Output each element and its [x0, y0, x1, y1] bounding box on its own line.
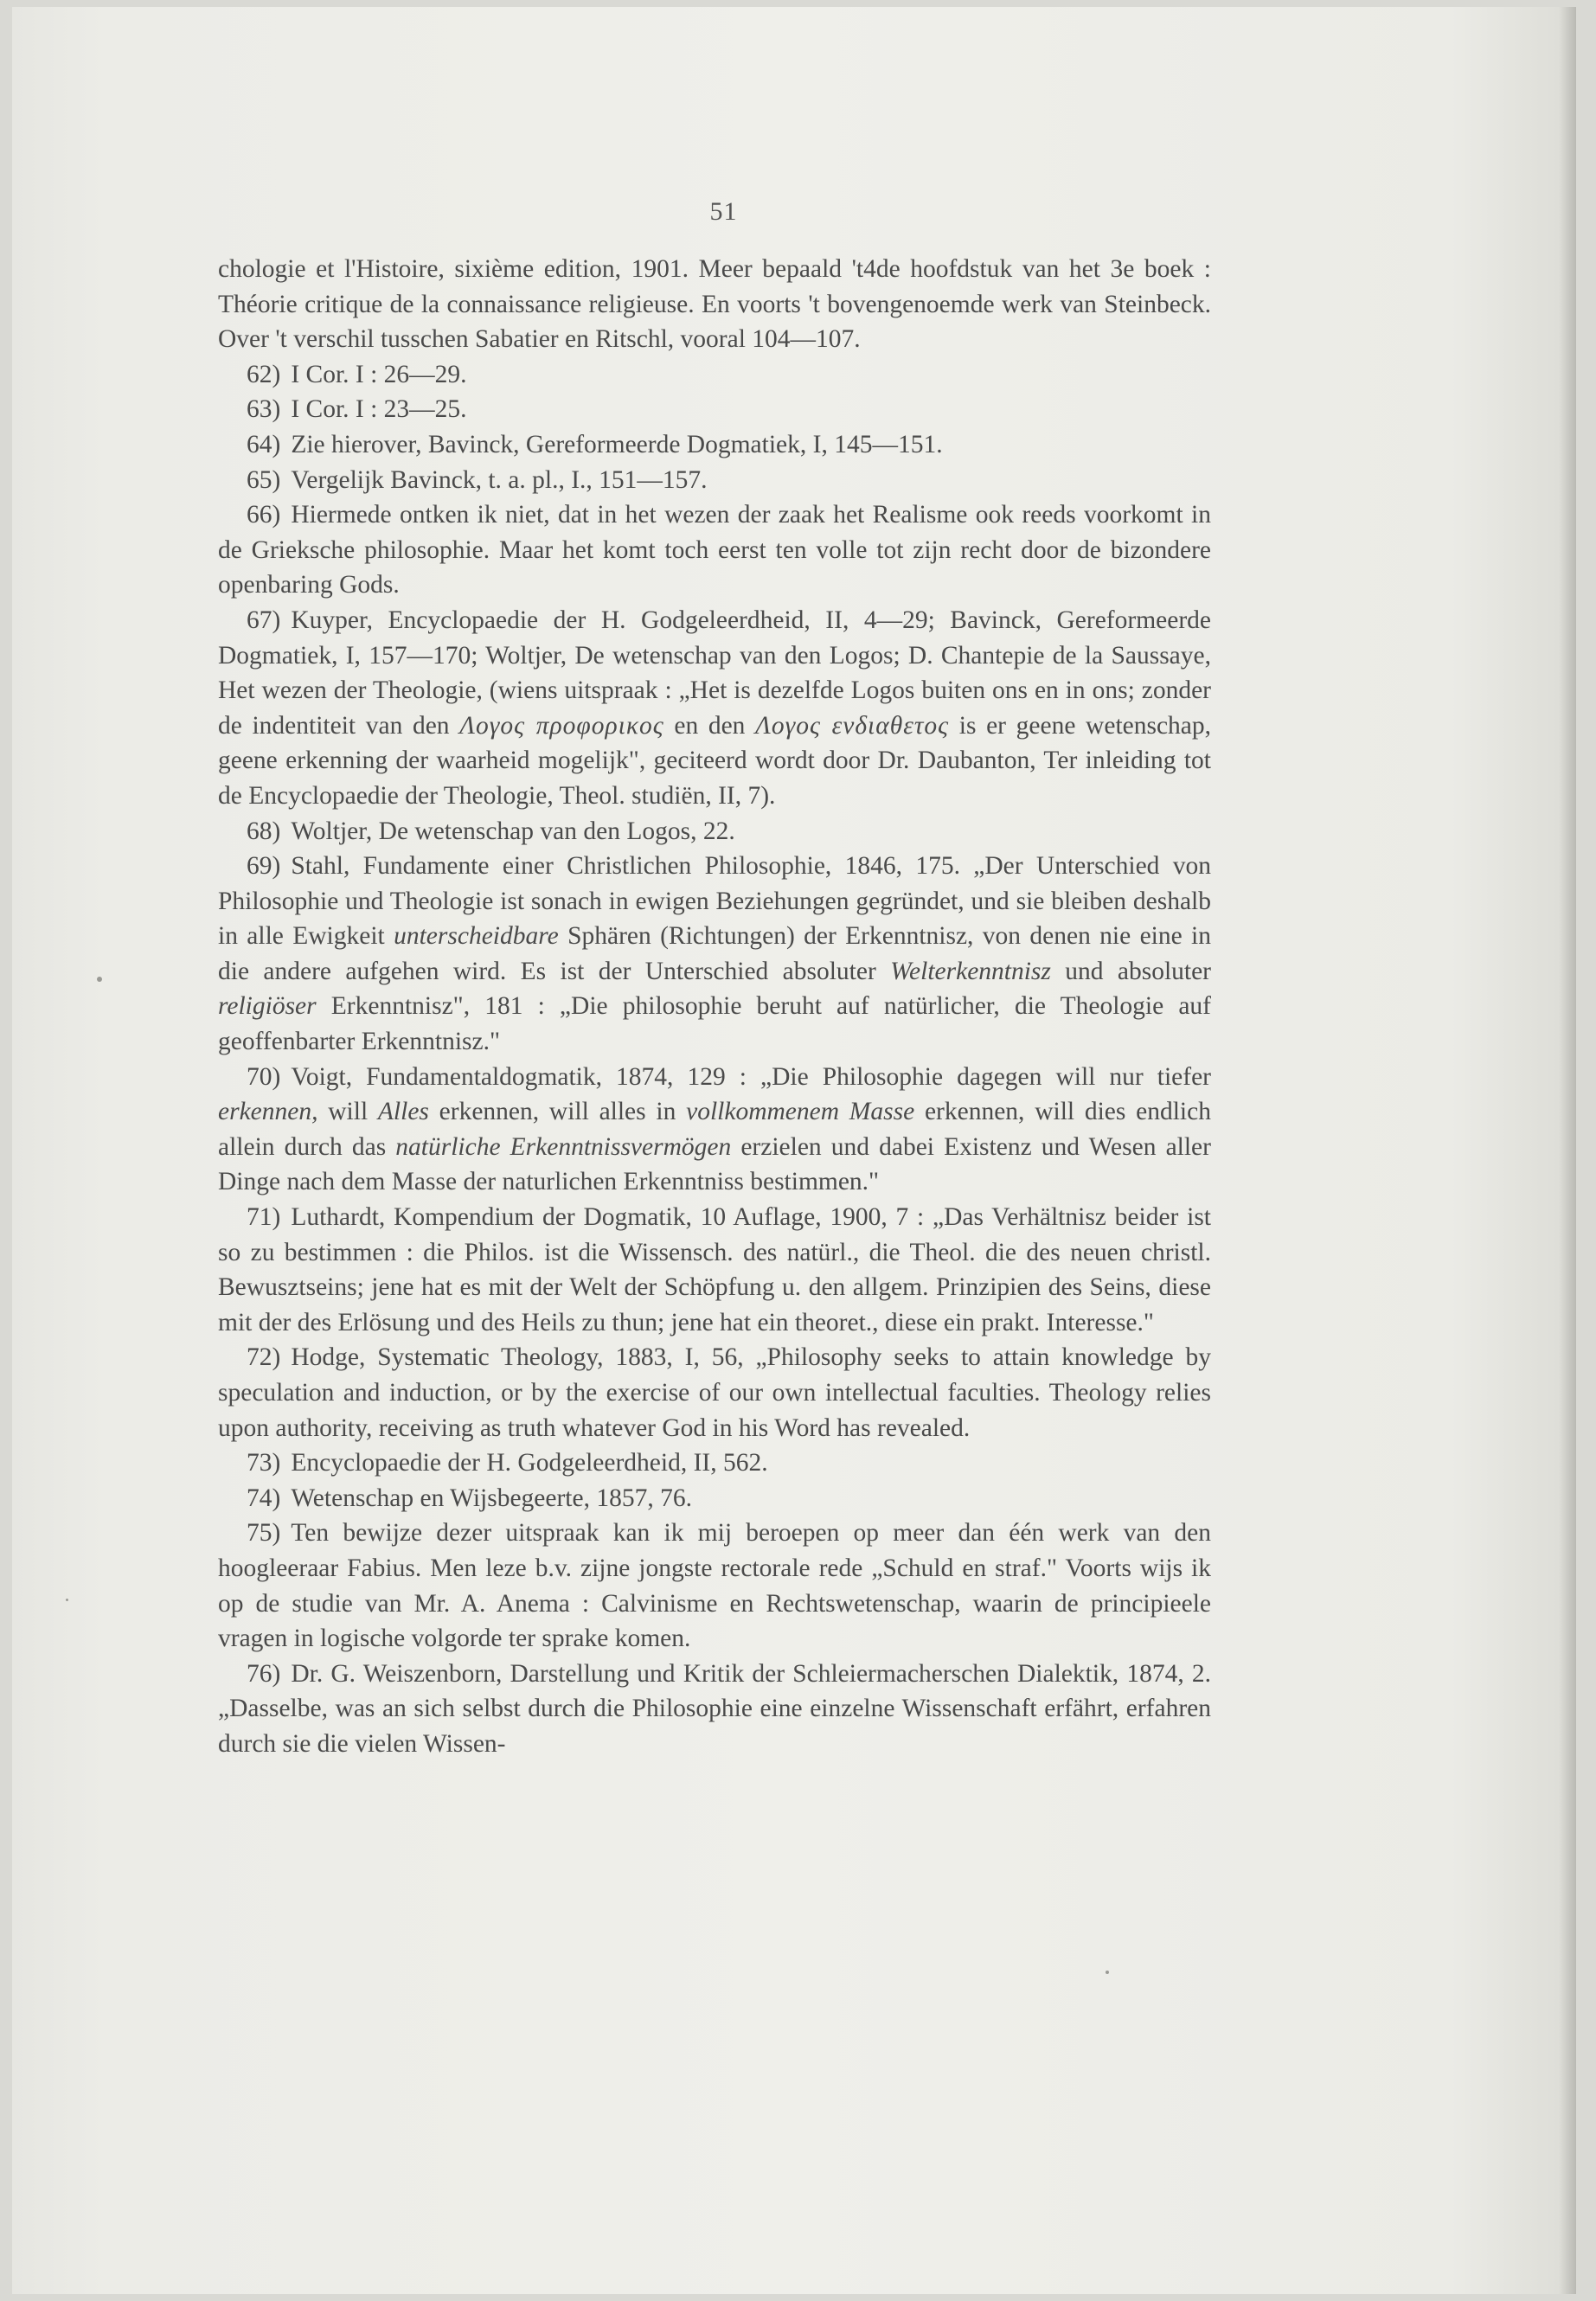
- footnote-number: 64): [247, 430, 281, 458]
- footnote: [218, 1516, 1211, 1656]
- footnote-text: Dr. G. Weiszenborn, Darstellung und Kritik der Schleiermacherschen Dialektik, 1874, 2. „Dasselbe, was an sich selbst durch die Philosophie eine einzelne Wissenschaft erfährt, erfahren durch sie die vielen Wissen-: [218, 1659, 1211, 1758]
- footnote-text: Luthardt, Kompendium der Dogmatik, 10 Auflage, 1900, 7 : „Das Verhältnisz beider ist so zu bestimmen : die Philos. ist die Wissensch. des natürl., die Theol. die des neuen christl. Bewusztseins; jene hat es mit der Welt der Schöpfung u. den allgem. Prinzipien des Seins, diese mit der des Erlösung und des Heils zu thun; jene hat ein theoret., diese ein prakt. Interesse.": [218, 1203, 1211, 1336]
- scan-speck: [1106, 1971, 1109, 1974]
- footnote-text: Voigt, Fundamentaldogmatik, 1874, 129 : „Die Philosophie dagegen will nur tiefer: [291, 1062, 1211, 1091]
- page-edge-shadow: [1559, 7, 1576, 2294]
- italic-term: Alles: [377, 1098, 429, 1126]
- footnote-text: Sphären (Richtungen) der Erkenntnisz, von denen nie eine in die andere aufgehen wird. Es ist der Unterschied absoluter: [218, 922, 1212, 985]
- intro-line: 't bovengenoemde werk van Steinbeck. Over 't verschil tusschen Sabatier: [218, 290, 1212, 354]
- footnote-number: 70): [247, 1062, 281, 1091]
- footnote-text: is er geene wetenschap, geene erkenning der waarheid mogelijk", geciteerd wordt door Dr. Daubanton, Ter inleiding tot de Encyclopaedie der Theologie, Theol. studiën, II, 7).: [218, 711, 1212, 810]
- footnote: [218, 497, 1211, 603]
- footnote: [218, 427, 1211, 463]
- footnote-text: I Cor. I : 23—25.: [291, 395, 467, 424]
- greek-term: Λογος ενδιαθετος: [755, 711, 950, 740]
- footnote-text: erkennen, will dies endlich allein durch das: [218, 1098, 1211, 1161]
- footnote-text: will: [317, 1098, 378, 1126]
- footnote: [218, 392, 1211, 427]
- intro-line: van het 3e boek : Théorie critique de la connaissance religieuse. En voorts: [218, 255, 1211, 318]
- intro-line: en Ritschl, vooral 104—107.: [565, 325, 861, 354]
- footnote-text: erzielen und dabei Existenz und Wesen aller Dinge nach dem Masse der naturlichen Erkenntniss bestimmen.": [218, 1132, 1211, 1196]
- footnote-text: Woltjer, De wetenschap van den Logos, 22.: [291, 817, 735, 845]
- scan-speck: [97, 977, 102, 982]
- footnote-text: en den: [663, 711, 756, 740]
- footnote-text: Kuyper, Encyclopaedie der H. Godgeleerdheid, II, 4—29; Bavinck, Gereformeerde Dogmatiek, I, 157—170; Woltjer, De wetenschap van den Logos; D. Chantepie de la Saussaye, Het wezen der Theologie, (wiens uitspraak : „Het is dezelfde Logos buiten ons en in ons; zonder de indentiteit van den: [218, 606, 1211, 740]
- italic-term: unterscheidbare: [394, 922, 559, 951]
- footnote: [218, 357, 1211, 393]
- footnote-text-block: [218, 252, 1211, 1762]
- footnote-text: Hodge, Systematic Theology, 1883, I, 56, „Philosophy seeks to attain knowledge by speculation and induction, or by the exercise of our own intellectual faculties. Theology relies upon authority, receiving as truth whatever God in his Word has revealed.: [218, 1343, 1211, 1442]
- greek-term: Λογος προφορικος: [459, 711, 664, 740]
- footnote: [218, 1657, 1211, 1762]
- scan-speck: [66, 1599, 68, 1601]
- footnote: [218, 1340, 1211, 1445]
- footnote-text: I Cor. I : 26—29.: [291, 360, 467, 388]
- footnote: [218, 1060, 1211, 1200]
- footnote-number: 71): [247, 1203, 281, 1232]
- footnote-text: Encyclopaedie der H. Godgeleerdheid, II, 562.: [291, 1449, 768, 1477]
- footnote-text: und absoluter: [1050, 957, 1211, 985]
- footnote-text: Erkenntnisz", 181 : „Die philosophie beruht auf natürlicher, die Theologie auf geoffenbarter Erkenntnisz.": [218, 992, 1211, 1056]
- footnote: [218, 849, 1211, 1060]
- footnote: [218, 814, 1211, 849]
- footnote-list: [218, 357, 1211, 1762]
- footnote-number: 65): [247, 465, 281, 494]
- intro-line: chologie et l'Histoire, sixième edition, 1901. Meer bepaald 't4de hoofdstuk: [218, 255, 1013, 283]
- page-number: 51: [709, 197, 738, 226]
- footnote-text: Zie hierover, Bavinck, Gereformeerde Dogmatiek, I, 145—151.: [291, 430, 943, 458]
- continued-footnote: [218, 252, 1211, 357]
- footnote-text: Ten bewijze dezer uitspraak kan ik mij beroepen op meer dan één werk van den hoogleeraar Fabius. Men leze b.v. zijne jongste rectorale rede „Schuld en straf." Voorts wijs ik op de studie van Mr. A. Anema : Calvinisme en Rechtswetenschap, waarin de principieele vragen in logische volgorde ter sprake komen.: [218, 1519, 1211, 1653]
- footnote-number: 74): [247, 1484, 281, 1512]
- footnote: [218, 1445, 1211, 1481]
- footnote-number: 62): [247, 360, 281, 388]
- italic-term: vollkommenem Masse: [686, 1098, 915, 1126]
- footnote-number: 67): [247, 606, 281, 634]
- footnote: [218, 463, 1211, 498]
- italic-term: natürliche Erkenntnissvermögen: [395, 1132, 732, 1161]
- italic-term: religiöser: [218, 992, 317, 1021]
- footnote-number: 63): [247, 395, 281, 424]
- scanned-page: [12, 7, 1576, 2294]
- footnote-text: erkennen, will alles in: [428, 1098, 687, 1126]
- footnote-number: 66): [247, 501, 281, 529]
- footnote-text: Vergelijk Bavinck, t. a. pl., I., 151—157.: [291, 465, 708, 494]
- footnote-text: Stahl, Fundamente einer Christlichen Philosophie, 1846, 175. „Der Unterschied von Philosophie und Theologie ist sonach in ewigen Beziehungen gegründet, und sie bleiben deshalb in alle Ewigkeit: [218, 852, 1211, 951]
- italic-term: Welterkenntnisz: [890, 957, 1051, 985]
- footnote: [218, 603, 1211, 814]
- footnote: [218, 1481, 1211, 1516]
- footnote-text: Wetenschap en Wijsbegeerte, 1857, 76.: [291, 1484, 692, 1512]
- footnote-number: 68): [247, 817, 281, 845]
- footnote-number: 72): [247, 1343, 281, 1372]
- footnote-number: 69): [247, 852, 281, 881]
- footnote: [218, 1200, 1211, 1340]
- footnote-text: Hiermede ontken ik niet, dat in het wezen der zaak het Realisme ook reeds voorkomt in de Grieksche philosophie. Maar het komt toch eerst ten volle tot zijn recht door de bizondere openbaring Gods.: [218, 501, 1211, 599]
- footnote-number: 75): [247, 1519, 281, 1548]
- footnote-number: 76): [247, 1659, 281, 1688]
- footnote-number: 73): [247, 1449, 281, 1477]
- italic-term: erkennen,: [218, 1098, 318, 1126]
